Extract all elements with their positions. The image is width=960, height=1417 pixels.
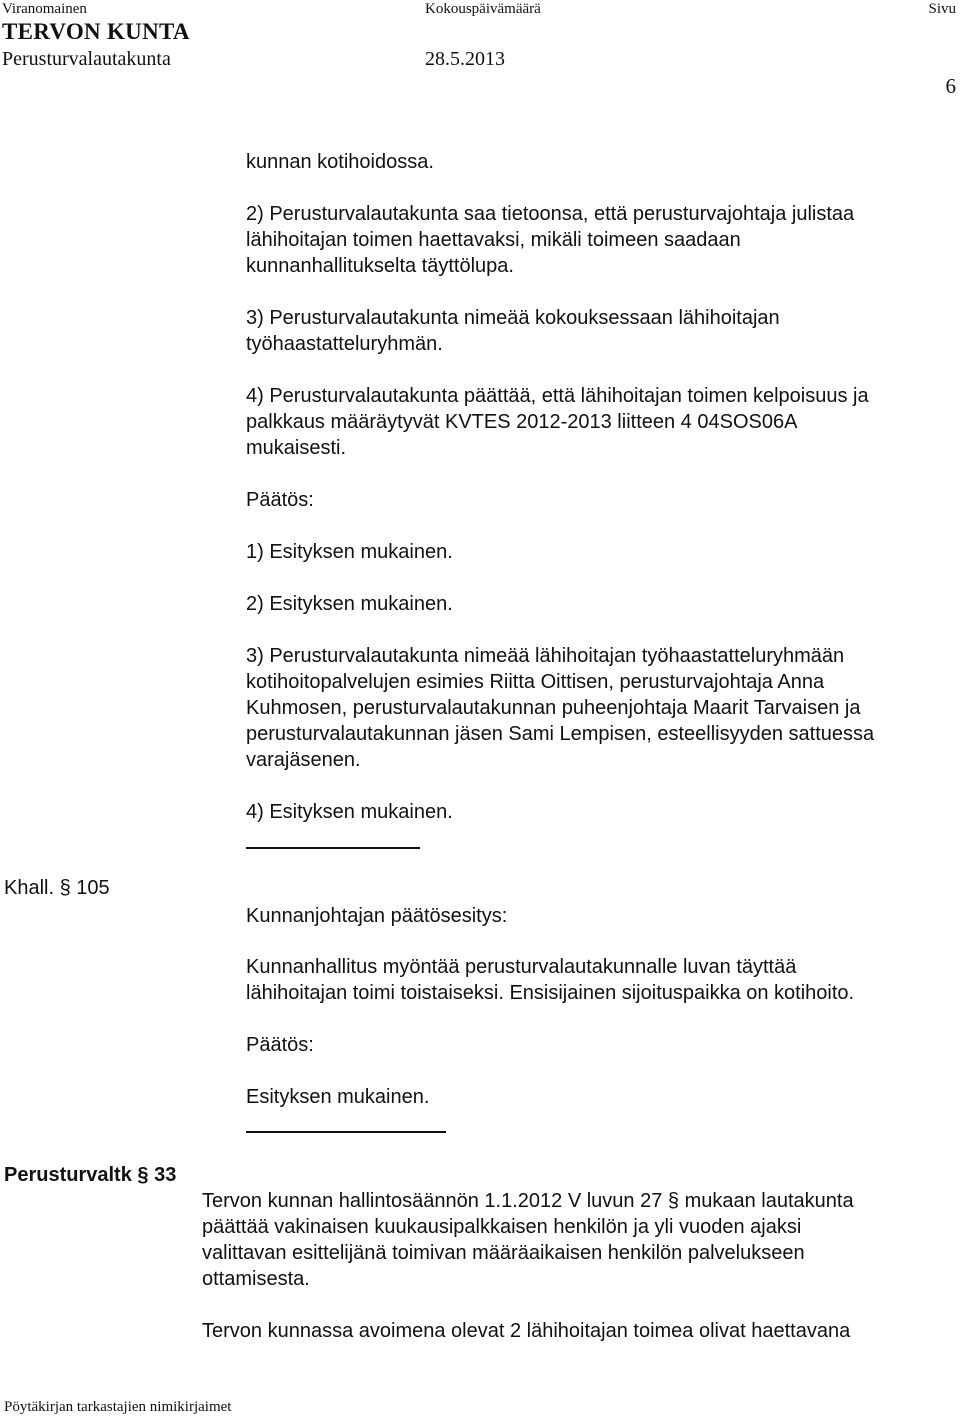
- footer-initials-label: Pöytäkirjan tarkastajien nimikirjaimet: [4, 1399, 232, 1415]
- paragraph-line: Tervon kunnan hallintosäännön 1.1.2012 V luvun 27 § mukaan lautakunta: [202, 1190, 854, 1212]
- proposal-line: lähihoitajan toimi toistaiseksi. Ensisijainen sijoituspaikka on kotihoito.: [246, 982, 855, 1004]
- decision-item-2: 2) Esityksen mukainen.: [246, 593, 453, 615]
- decision-item-3-line: varajäsenen.: [246, 749, 361, 771]
- decision-item-3-line: perusturvalautakunnan jäsen Sami Lempisen, esteellisyyden sattuessa: [246, 723, 875, 745]
- perusturva-reference: Perusturvaltk § 33: [4, 1164, 177, 1186]
- decision-heading: Päätös:: [246, 489, 314, 511]
- decision-item-4: 4) Esityksen mukainen.: [246, 801, 453, 823]
- item4-line: mukaisesti.: [246, 437, 347, 459]
- decision-item-3-line: Kuhmosen, perusturvalautakunnan puheenjohtaja Maarit Tarvaisen ja: [246, 697, 861, 719]
- section-divider: [246, 847, 420, 849]
- paragraph-line: valittavan esittelijänä toimivan määräaikaisen henkilön palvelukseen: [202, 1242, 805, 1264]
- page-number: 6: [945, 74, 956, 98]
- body-name: Perusturvalautakunta: [2, 48, 171, 70]
- meeting-date: 28.5.2013: [425, 48, 505, 70]
- decision-item-3-line: 3) Perusturvalautakunta nimeää lähihoitajan työhaastatteluryhmään: [246, 645, 845, 667]
- section-divider: [246, 1131, 446, 1133]
- item2-line: 2) Perusturvalautakunta saa tietoonsa, että perusturvajohtaja julistaa: [246, 203, 855, 225]
- decision-item-3-line: kotihoitopalvelujen esimies Riitta Oittisen, perusturvajohtaja Anna: [246, 671, 825, 693]
- item3-line: työhaastatteluryhmän.: [246, 333, 443, 355]
- item3-line: 3) Perusturvalautakunta nimeää kokouksessaan lähihoitajan: [246, 307, 780, 329]
- header-authority-label: Viranomainen: [2, 1, 87, 17]
- khall-decision-heading: Päätös:: [246, 1034, 314, 1056]
- decision-item-1: 1) Esityksen mukainen.: [246, 541, 453, 563]
- item4-line: 4) Perusturvalautakunta päättää, että lähihoitajan toimen kelpoisuus ja: [246, 385, 869, 407]
- organization-name: TERVON KUNTA: [2, 19, 190, 44]
- intro-line: kunnan kotihoidossa.: [246, 151, 434, 173]
- proposal-heading: Kunnanjohtajan päätösesitys:: [246, 905, 508, 927]
- item2-line: kunnanhallitukselta täyttölupa.: [246, 255, 514, 277]
- header-page-label: Sivu: [928, 1, 956, 17]
- paragraph-line: päättää vakinaisen kuukausipalkkaisen henkilön ja yli vuoden ajaksi: [202, 1216, 802, 1238]
- khall-decision: Esityksen mukainen.: [246, 1086, 430, 1108]
- khall-reference: Khall. § 105: [4, 877, 110, 899]
- item2-line: lähihoitajan toimen haettavaksi, mikäli toimeen saadaan: [246, 229, 741, 251]
- paragraph-line: Tervon kunnassa avoimena olevat 2 lähihoitajan toimea olivat haettavana: [202, 1320, 851, 1342]
- header-date-label: Kokouspäivämäärä: [425, 1, 541, 17]
- proposal-line: Kunnanhallitus myöntää perusturvalautakunnalle luvan täyttää: [246, 956, 797, 978]
- paragraph-line: ottamisesta.: [202, 1268, 310, 1290]
- item4-line: palkkaus määräytyvät KVTES 2012-2013 liitteen 4 04SOS06A: [246, 411, 798, 433]
